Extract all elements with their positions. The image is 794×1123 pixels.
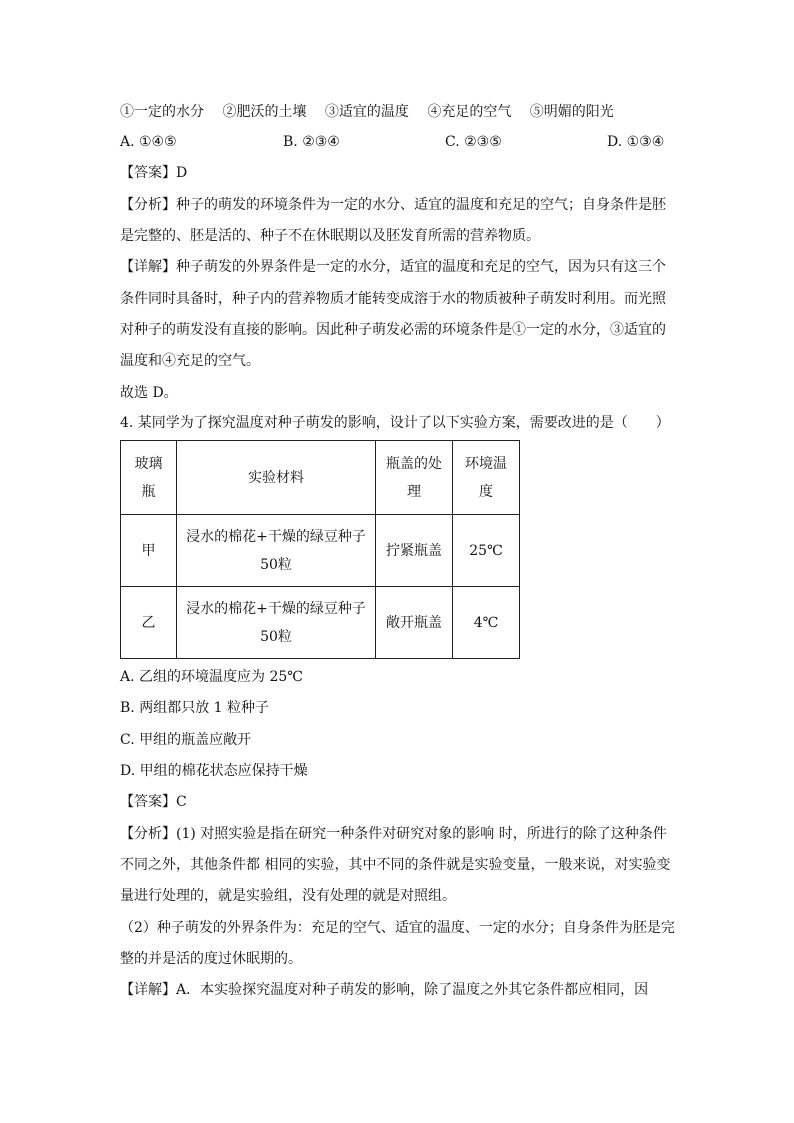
- q4-analysis-line-5: 整的并是活的度过休眠期的。: [120, 951, 302, 967]
- header-lid: 瓶盖的处 理: [376, 441, 453, 515]
- q4-detail-line-1: 【详解】A．本实验探究温度对种子萌发的影响，除了温度之外其它条件都应相同，因: [120, 982, 649, 998]
- cell-material: 浸水的棉花+干燥的绿豆种子 50粒: [177, 515, 376, 587]
- cell-temp: 25℃: [453, 515, 520, 587]
- table-header-row: [121, 441, 520, 515]
- header-temp: 环境温 度: [453, 441, 520, 515]
- q3-option-a: A. ①④⑤: [120, 134, 177, 150]
- q3-option-d: D. ①③④: [607, 134, 665, 150]
- q4-analysis-line-1: 【分析】(1) 对照实验是指在研究一种条件对研究对象的影响 时，所进行的除了这种条件: [120, 826, 667, 842]
- cell-lid: 敞开瓶盖: [376, 587, 453, 659]
- q3-detail-line-4: 温度和④充足的空气。: [120, 353, 260, 369]
- q4-stem: 4. 某同学为了探究温度对种子萌发的影响，设计了以下实验方案，需要改进的是（ ）: [120, 415, 670, 431]
- q4-answer: 【答案】C: [120, 794, 187, 810]
- q3-analysis-line-2: 是完整的、胚是活的、种子不在休眠期以及胚发育所需的营养物质。: [120, 228, 540, 244]
- header-material: 实验材料: [177, 441, 376, 515]
- q3-option-c: C. ②③⑤: [445, 134, 502, 150]
- q4-option-d: D. 甲组的棉花状态应保持干燥: [120, 763, 308, 779]
- table-row: [121, 515, 520, 587]
- q3-analysis-line-1: 【分析】种子的萌发的环境条件为一定的水分、适宜的温度和充足的空气；自身条件是胚: [120, 197, 666, 213]
- q4-option-a: A. 乙组的环境温度应为 25℃: [120, 669, 303, 685]
- q3-detail-line-3: 对种子的萌发没有直接的影响。因此种子萌发必需的环境条件是①一定的水分，③适宜的: [120, 322, 666, 338]
- cell-bottle: 乙: [121, 587, 177, 659]
- q3-conclusion: 故选 D。: [120, 385, 178, 401]
- cell-temp: 4℃: [453, 587, 520, 659]
- cell-bottle: 甲: [121, 515, 177, 587]
- experiment-table: [120, 440, 520, 659]
- q3-items: ①一定的水分 ②肥沃的土壤 ③适宜的温度 ④充足的空气 ⑤明媚的阳光: [120, 104, 614, 120]
- q3-option-b: B. ②③④: [283, 134, 340, 150]
- q4-analysis-line-2: 不同之外，其他条件都 相同的实验，其中不同的条件就是实验变量，一般来说，对实验变: [120, 857, 671, 873]
- q3-answer: 【答案】D: [120, 165, 188, 181]
- q3-detail-line-1: 【详解】种子萌发的外界条件是一定的水分，适宜的温度和充足的空气，因为只有这三个: [120, 259, 666, 275]
- header-bottle: 玻璃 瓶: [121, 441, 177, 515]
- q4-analysis-line-4: （2）种子萌发的外界条件为：充足的空气、适宜的温度、一定的水分；自身条件为胚是完: [120, 920, 675, 936]
- q4-option-b: B. 两组都只放 1 粒种子: [120, 700, 269, 716]
- q3-detail-line-2: 条件同时具备时，种子内的营养物质才能转变成溶于水的物质被种子萌发时利用。而光照: [120, 291, 666, 307]
- q4-analysis-line-3: 量进行处理的，就是实验组，没有处理的就是对照组。: [120, 888, 456, 904]
- table-row: [121, 587, 520, 659]
- cell-material: 浸水的棉花+干燥的绿豆种子 50粒: [177, 587, 376, 659]
- q4-option-c: C. 甲组的瓶盖应敞开: [120, 732, 252, 748]
- cell-lid: 拧紧瓶盖: [376, 515, 453, 587]
